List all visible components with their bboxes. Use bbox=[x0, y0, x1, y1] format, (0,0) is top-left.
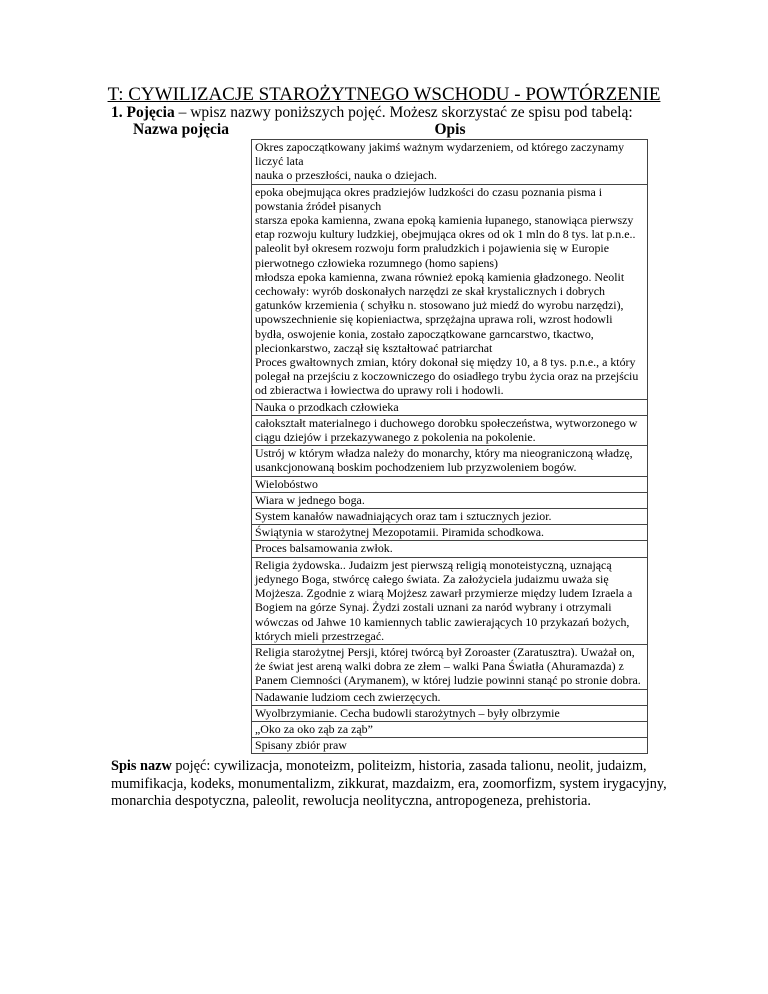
term-description: epoka obejmująca okres pradziejów ludzkości do czasu poznania pisma i powstania źródeł pisanych starsza epoka kamienna, zwana epoką kamienia łupanego, stanowiąca pierwszy etap rozwoju kultury ludzkiej, obejmująca okres od ok 1 mln do 8 tys. lat p.n.e.. paleolit był okresem rozwoju form praludzkich i pojawienia się w Europie pierwotnego człowieka rozumnego (homo sapiens) młodsza epoka kamienna, zwana również epoką kamienia gładzonego. Neolit cechowały: wyrób doskonałych narzędzi ze skał krystalicznych i dobrych gatunków krzemienia ( schyłku n. stosowano już miedź do wyrobu narzędzi), upowszechnienie się kopieniactwa, sprzężajna uprawa roli, wzrost hodowli bydła, oswojenie konia, zostało zapoczątkowane garncarstwo, tkactwo, plecionkarstwo, zaczął się kształtować patriarchat Proces gwałtownych zmian, który dokonał się między 10, a 8 tys. p.n.e., a który polegał na przejściu z koczowniczego do osiadłego trybu życia oraz na przejściu od zbieractwa i łowiectwa do uprawy roli i hodowli. bbox=[252, 184, 648, 399]
term-description: Świątynia w starożytnej Mezopotamii. Piramida schodkowa. bbox=[252, 525, 648, 541]
term-list-label-rest: pojęć: bbox=[171, 758, 211, 774]
table-row bbox=[252, 721, 648, 737]
table-row bbox=[252, 446, 648, 476]
table-row bbox=[252, 541, 648, 557]
term-list bbox=[111, 758, 671, 811]
term-description: Spisany zbiór praw bbox=[252, 738, 648, 754]
table-row bbox=[252, 140, 648, 185]
term-description: Proces balsamowania zwłok. bbox=[252, 541, 648, 557]
term-description: Wyolbrzymianie. Cecha budowli starożytnych – były olbrzymie bbox=[252, 705, 648, 721]
terms-table bbox=[251, 139, 648, 754]
term-list-label: Spis nazw bbox=[111, 758, 172, 774]
table-row bbox=[252, 399, 648, 415]
term-description: „Oko za oko ząb za ząb” bbox=[252, 721, 648, 737]
table-row bbox=[252, 557, 648, 644]
table-row bbox=[252, 644, 648, 689]
term-description: Wiara w jednego boga. bbox=[252, 492, 648, 508]
table-row bbox=[252, 476, 648, 492]
task-number: 1. bbox=[111, 104, 123, 121]
term-description: całokształt materialnego i duchowego dorobku społeczeństwa, wytworzonego w ciągu dziejów i przekazywanego z pokolenia na pokolenie. bbox=[252, 415, 648, 445]
table-row bbox=[252, 509, 648, 525]
table-row bbox=[252, 705, 648, 721]
term-description: System kanałów nawadniających oraz tam i sztucznych jezior. bbox=[252, 509, 648, 525]
task-text: – wpisz nazwy poniższych pojęć. Możesz skorzystać ze spisu pod tabelą: bbox=[174, 104, 633, 121]
term-description: Ustrój w którym władza należy do monarchy, który ma nieograniczoną władzę, usankcjonowaną boskim pochodzeniem lub przyzwoleniem bogów. bbox=[252, 446, 648, 476]
term-description: Nauka o przodkach człowieka bbox=[252, 399, 648, 415]
table-row bbox=[252, 415, 648, 445]
table-row bbox=[252, 525, 648, 541]
column-header-name: Nazwa pojęcia bbox=[133, 121, 229, 138]
task-label: Pojęcia bbox=[126, 104, 175, 121]
table-headers bbox=[111, 121, 649, 139]
column-header-description: Opis bbox=[434, 121, 466, 138]
term-description: Religia starożytnej Persji, której twórcą był Zoroaster (Zaratusztra). Uważał on, że świat jest areną walki dobra ze złem – walki Pana Światła (Ahuramazda) z Panem Ciemności (Arymanem), w której ludzie powinni stanąć po stronie dobra. bbox=[252, 644, 648, 689]
term-description: Religia żydowska.. Judaizm jest pierwszą religią monoteistyczną, uznającą jedynego Boga, stwórcę całego świata. Za założyciela judaizmu uważa się Mojżesza. Zgodnie z wiarą Mojżesz zawarł przymierze między ludem Izraela a Bogiem na górze Synaj. Żydzi zostali uznani za naród wybrany i otrzymali wówczas od Jahwe 10 kamiennych tablic zawierających 10 przykazań bożych, których mieli przestrzegać. bbox=[252, 557, 648, 644]
page-title: T: CYWILIZACJE STAROŻYTNEGO WSCHODU - POWTÓRZENIE bbox=[107, 84, 661, 105]
table-row bbox=[252, 492, 648, 508]
task-instruction bbox=[111, 104, 633, 122]
term-description: Nadawanie ludziom cech zwierzęcych. bbox=[252, 689, 648, 705]
table-row bbox=[252, 738, 648, 754]
term-description: Wielobóstwo bbox=[252, 476, 648, 492]
table-row bbox=[252, 184, 648, 399]
term-description: Okres zapoczątkowany jakimś ważnym wydarzeniem, od którego zaczynamy liczyć lata nauka o przeszłości, nauka o dziejach. bbox=[252, 140, 648, 185]
table-row bbox=[252, 689, 648, 705]
term-list-items: cywilizacja, monoteizm, politeizm, historia, zasada talionu, neolit, judaizm, mumifikacja, kodeks, monumentalizm, zikkurat, mazdaizm, era, zoomorfizm, system irygacyjny, monarchia despotyczna, paleolit, rewolucja neolityczna, antropogeneza, prehistoria. bbox=[111, 758, 667, 809]
